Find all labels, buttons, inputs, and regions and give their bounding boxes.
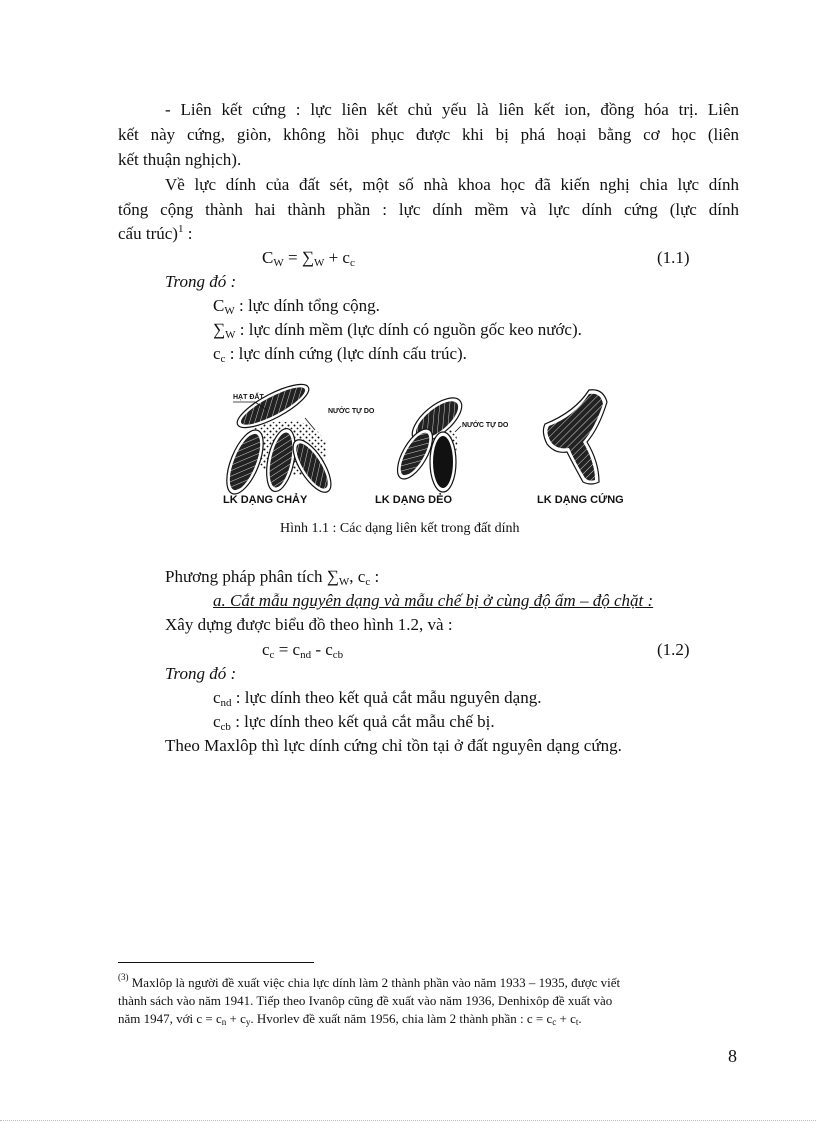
free-water-label-1: NƯỚC TỰ DO (328, 408, 375, 415)
para1-line1: - Liên kết cứng : lực liên kết chủ yếu là liên kết ion, đồng hóa trị. Liên (165, 100, 739, 119)
free-water-label-2: NƯỚC TỰ DO (462, 422, 509, 429)
soil-particle-7 (430, 432, 456, 492)
para2-line2: tổng cộng thành hai thành phần : lực dính mềm và lực dính cứng (lực dính (118, 200, 739, 219)
figure-caption: Hình 1.1 : Các dạng liên kết trong đất dính (280, 521, 520, 536)
definition-sw: $\sum_W$ : lực dính mềm (lực dính có nguồn gốc keo nước). (213, 320, 582, 341)
plastic-bond-label: LK DẠNG DẺO (375, 494, 452, 506)
footnote-line3: năm 1947, với $c = c_n + c_y$. Hvorlev đề xuất năm 1956, chia làm 2 thành phần : $c = c_c + c_t$. (118, 1011, 582, 1027)
para2-line1: Về lực dính của đất sét, một số nhà khoa học đã kiến nghị chia lực dính (165, 175, 739, 194)
method-a-heading: a. Cắt mẫu nguyên dạng và mẫu chế bị ở cùng độ ẩm – độ chặt : (213, 591, 654, 610)
rigid-bond-label: LK DẠNG CỨNG (537, 494, 624, 506)
equation-1-1: $C_W = \sum_W + c_c$ (262, 248, 355, 269)
soil-particle-label: HẠT ĐẤT (233, 394, 264, 401)
page-number: 8 (728, 1046, 737, 1066)
equation-1-2-number: (1.2) (657, 640, 690, 659)
footnote-line1: $^{(3)}$ Maxlôp là người đề xuất việc chia lực dính làm 2 thành phần vào năm 1933 – 1935, được viết (118, 972, 621, 990)
method-build-line: Xây dựng được biểu đồ theo hình 1.2, và : (165, 615, 453, 634)
flow-bond-diagram (219, 382, 375, 506)
para1-line3: kết thuận nghịch). (118, 150, 242, 169)
definition-cc: $c_c$ : lực dính cứng (lực dính cấu trúc). (213, 344, 467, 365)
bonding-types-figure (215, 382, 635, 514)
flow-bond-label: LK DẠNG CHẢY (223, 494, 308, 506)
page-bottom-border (0, 1120, 816, 1121)
where-label-1: Trong đó : (165, 272, 237, 291)
maxlop-statement: Theo Maxlôp thì lực dính cứng chỉ tồn tại ở đất nguyên dạng cứng. (165, 736, 622, 755)
soil-particle-8 (543, 390, 607, 484)
where-label-2: Trong đó : (165, 664, 237, 683)
plastic-bond-diagram (375, 390, 509, 506)
equation-1-2: $c_c = c_{nd} - c_{cb}$ (262, 640, 344, 661)
definition-cw: $C_W$ : lực dính tổng cộng. (213, 296, 380, 317)
footnote-line2: thành sách vào năm 1941. Tiếp theo Ivanôp cũng đề xuất vào năm 1936, Denhixôp đề xuất vào (118, 993, 613, 1008)
para2-line3: cấu trúc)$^1$ : (118, 223, 193, 243)
method-title: Phương pháp phân tích $\sum_W$, $c_c$ : (165, 567, 380, 588)
definition-ccb: $c_{cb}$ : lực dính theo kết quả cắt mẫu chế bị. (213, 712, 495, 733)
rigid-bond-diagram (537, 390, 624, 506)
para1-line2: kết này cứng, giòn, không hồi phục được khi bị phá hoại bằng cơ học (liên (118, 125, 739, 144)
footnote-separator (118, 962, 314, 963)
definition-cnd: $c_{nd}$ : lực dính theo kết quả cắt mẫu nguyên dạng. (213, 688, 542, 709)
equation-1-1-number: (1.1) (657, 248, 690, 267)
